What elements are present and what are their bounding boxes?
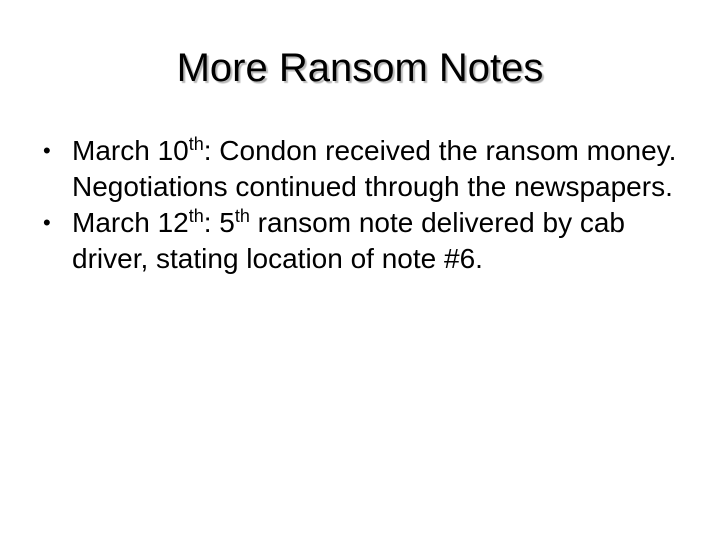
bullet-text	[72, 207, 625, 274]
bullet-text	[72, 135, 676, 202]
bullet-list	[40, 133, 680, 277]
bullet-text-segment: : Condon received the ransom money. Negotiations continued through the newspapers.	[72, 135, 677, 202]
bullet-text-segment: March 10	[72, 135, 189, 166]
bullet-text-segment: ransom note delivered by cab driver, stating location of note #6.	[72, 207, 625, 274]
bullet-text-segment: March 12	[72, 207, 189, 238]
bullet-item	[40, 133, 680, 205]
bullet-text-segment: : 5	[203, 207, 235, 238]
ordinal-superscript: th	[188, 134, 204, 154]
bullet-marker: •	[43, 138, 51, 163]
bullet-item	[40, 205, 680, 277]
slide-title: More Ransom Notes	[176, 46, 544, 90]
ordinal-superscript: th	[234, 206, 250, 226]
bullet-marker: •	[43, 210, 51, 235]
ordinal-superscript: th	[188, 206, 204, 226]
